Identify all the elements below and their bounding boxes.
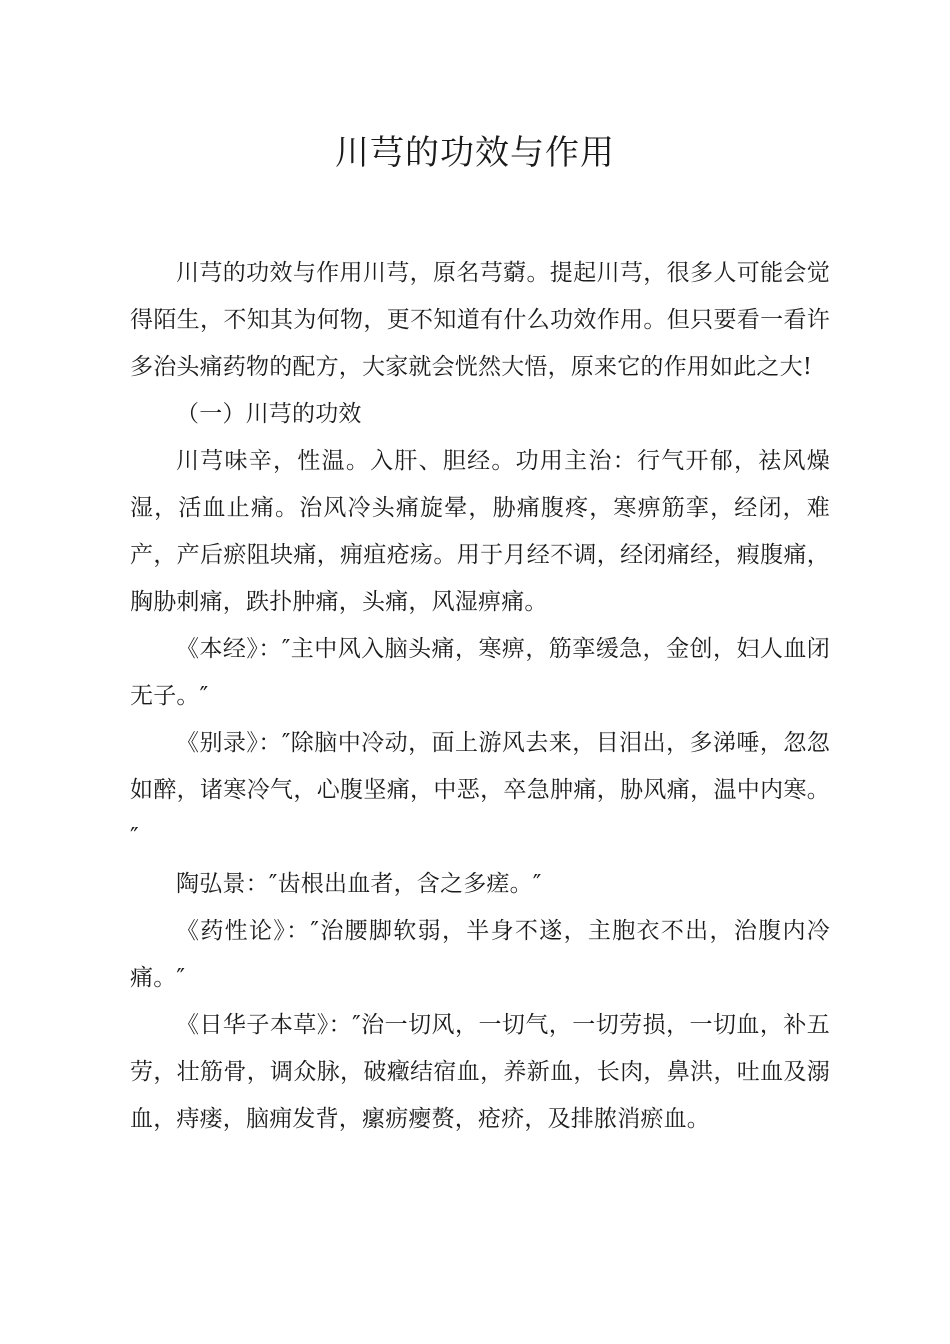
quote-rihuazi: 《日华子本草》：″治一切风，一切气，一切劳损，一切血，补五劳，壮筋骨，调众脉，破癥结宿血，养新血，长肉，鼻洪，吐血及溺血，痔瘘，脑痈发背，瘰疬瘿赘，疮疥，及排脓消瘀血。 bbox=[130, 1012, 830, 1132]
document-title: 川芎的功效与作用 bbox=[335, 133, 615, 173]
quote-benjing: 《本经》：″主中风入脑头痛，寒痹，筋挛缓急，金创，妇人血闭无子。″ bbox=[130, 636, 830, 709]
document-body bbox=[130, 250, 830, 1143]
quote-yaoxinglun: 《药性论》：″治腰脚软弱，半身不遂，主胞衣不出，治腹内冷痛。″ bbox=[130, 918, 830, 991]
section-heading: （一）川芎的功效 bbox=[176, 401, 362, 427]
quote-bielu: 《别录》：″除脑中冷动，面上游风去来，目泪出，多涕唾，忽忽如醉，诸寒冷气，心腹坚痛，中恶，卒急肿痛，胁风痛，温中内寒。″ bbox=[130, 730, 830, 850]
efficacy-paragraph: 川芎味辛，性温。入肝、胆经。功用主治：行气开郁，祛风燥湿，活血止痛。治风冷头痛旋晕，胁痛腹疼，寒痹筋挛，经闭，难产，产后瘀阻块痛，痈疽疮疡。用于月经不调，经闭痛经，瘕腹痛，胸胁刺痛，跌扑肿痛，头痛，风湿痹痛。 bbox=[130, 448, 830, 615]
intro-paragraph: 川芎的功效与作用川芎，原名芎藭。提起川芎，很多人可能会觉得陌生，不知其为何物，更不知道有什么功效作用。但只要看一看许多治头痛药物的配方，大家就会恍然大悟，原来它的作用如此之大! bbox=[130, 260, 830, 380]
quote-tao-hongjing: 陶弘景：″齿根出血者，含之多瘥。″ bbox=[176, 871, 542, 897]
